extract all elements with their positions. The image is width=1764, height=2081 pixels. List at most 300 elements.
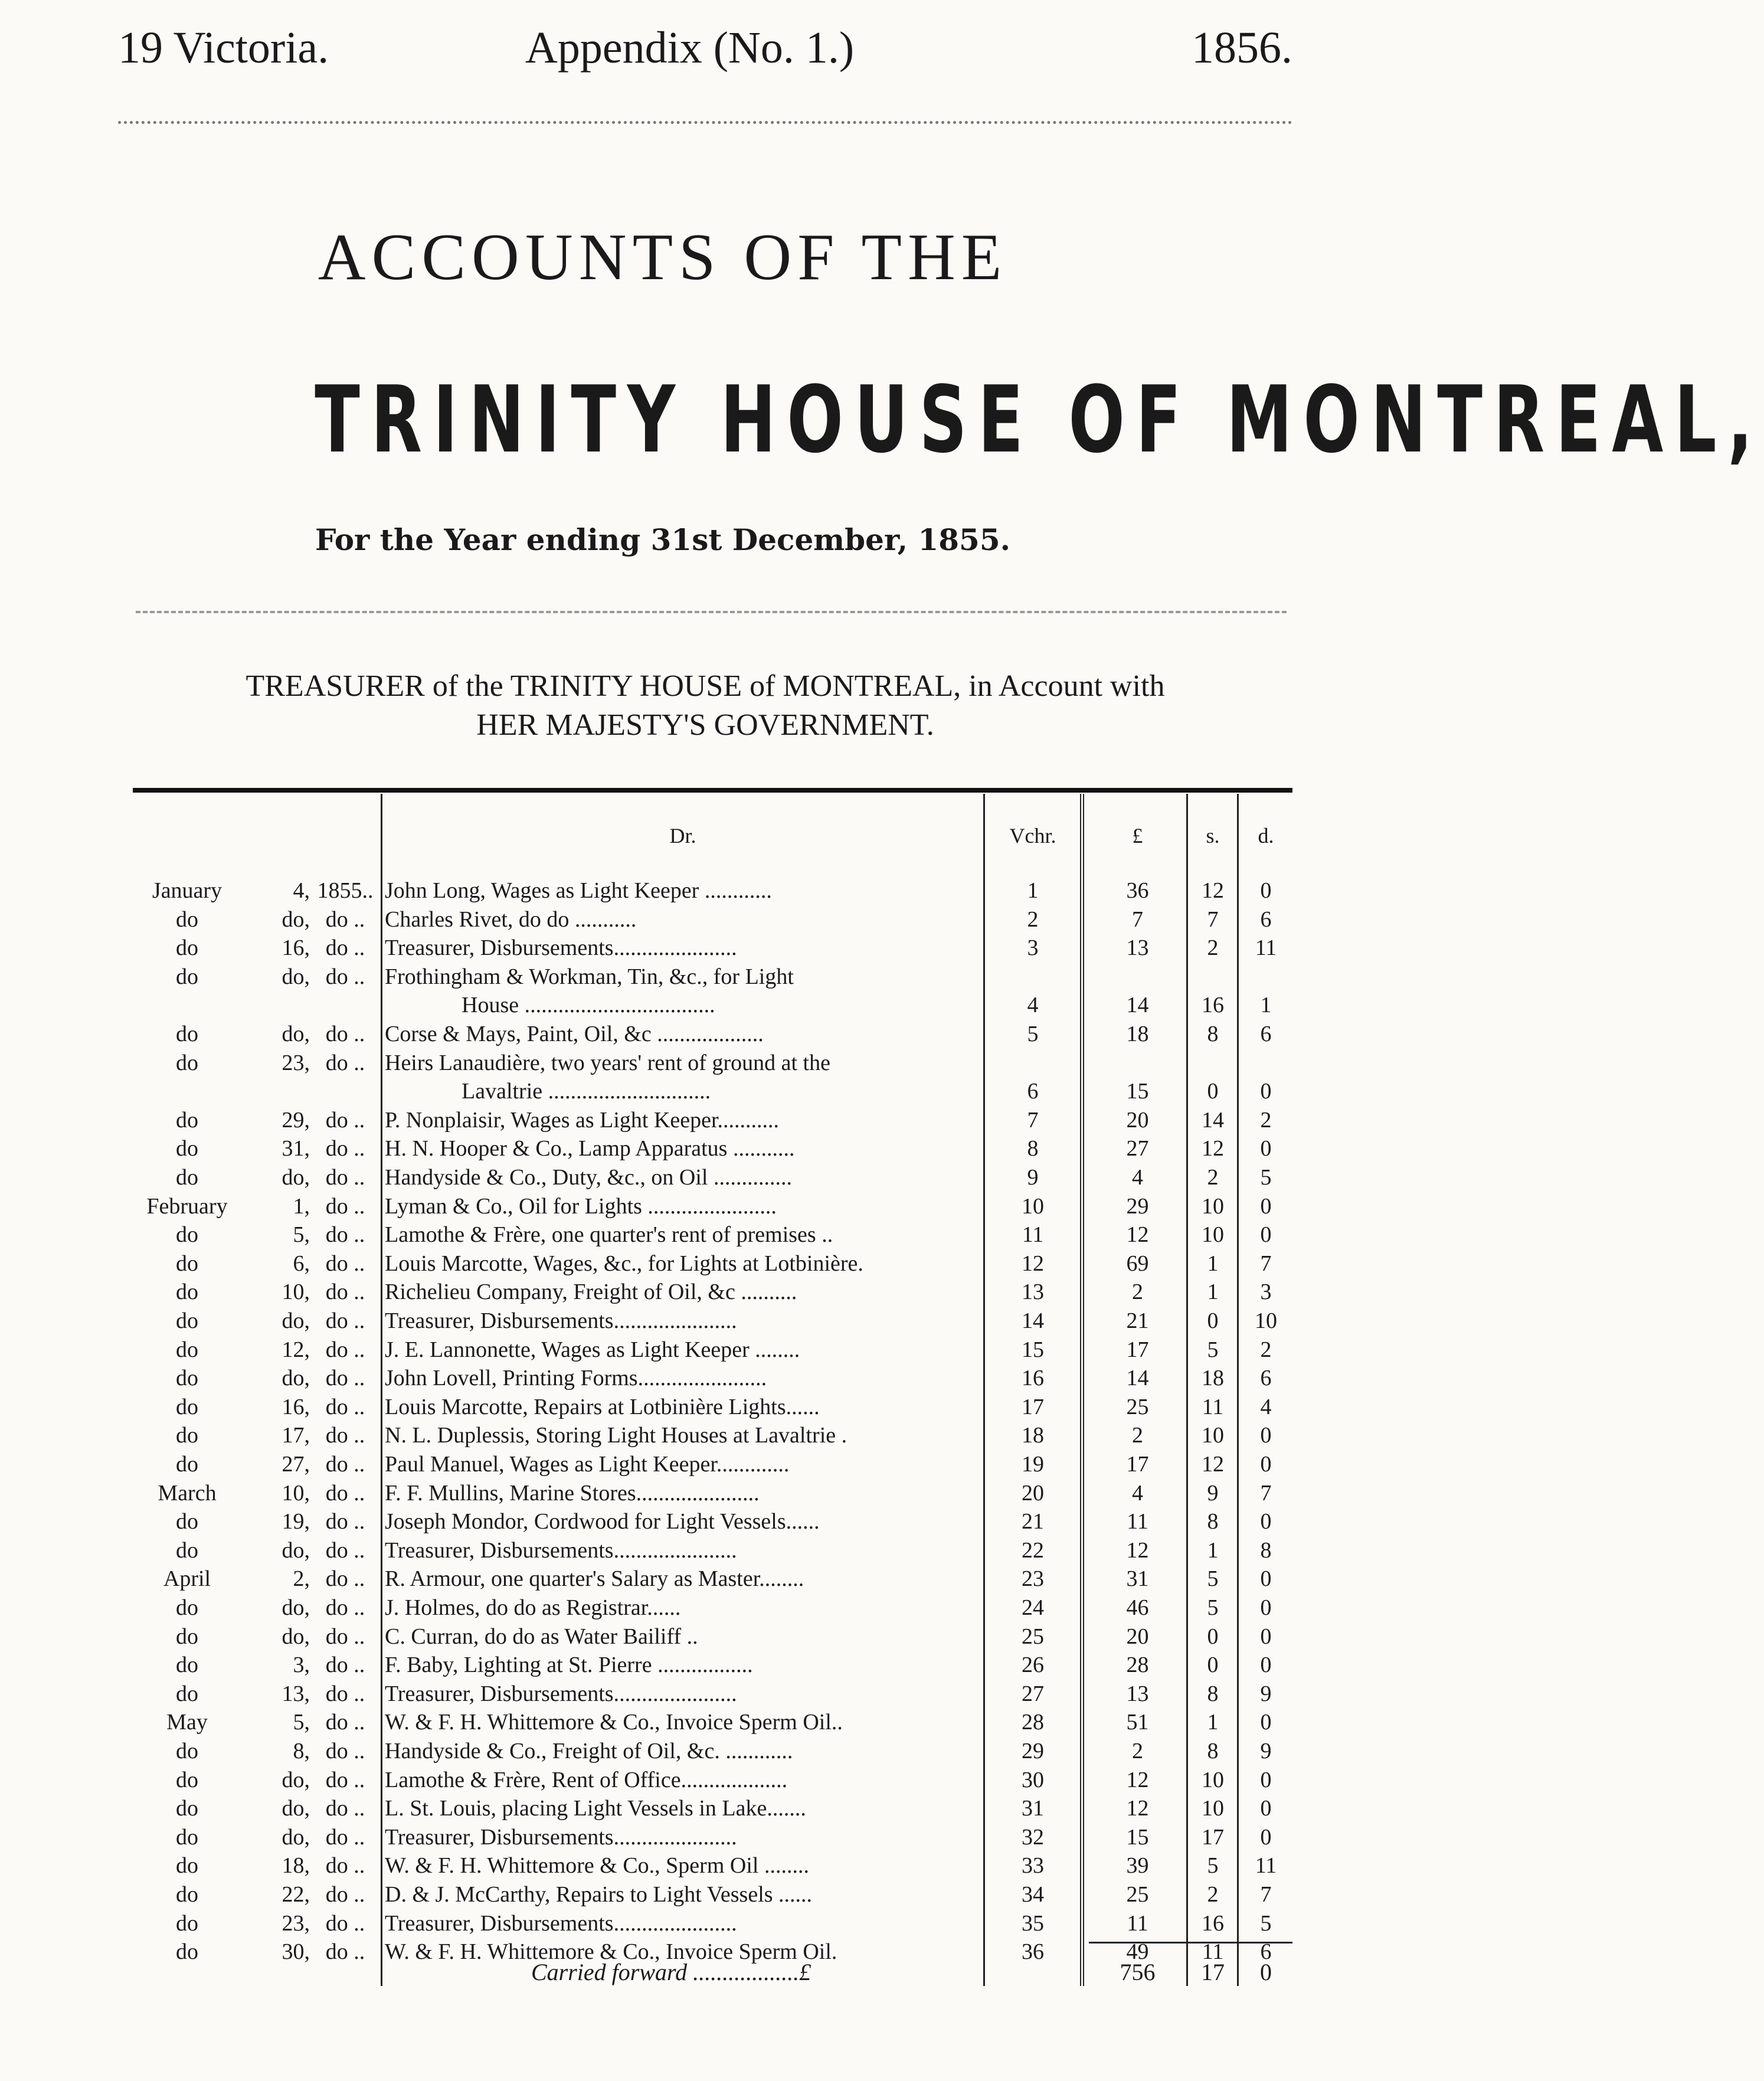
- entry-shillings: 1: [1207, 1537, 1219, 1563]
- ledger-row: [0, 1021, 1326, 1049]
- entry-day: do,: [282, 1767, 310, 1792]
- entry-month: do: [176, 1452, 198, 1477]
- entry-pounds: 28: [1126, 1653, 1149, 1678]
- entry-year: do ..: [325, 1050, 365, 1075]
- entry-voucher: 33: [1022, 1853, 1044, 1879]
- entry-month: do: [176, 907, 198, 932]
- entry-description: J. E. Lannonette, Wages as Light Keeper ........: [385, 1337, 800, 1362]
- ledger-row: [0, 1709, 1326, 1738]
- entry-voucher: 28: [1022, 1710, 1044, 1735]
- entry-month: March: [158, 1480, 217, 1506]
- entry-pounds: 7: [1132, 907, 1143, 932]
- entry-description: Paul Manuel, Wages as Light Keeper.............: [385, 1452, 790, 1477]
- entry-pounds: 11: [1127, 1509, 1148, 1534]
- entry-year: do ..: [325, 1710, 365, 1735]
- entry-shillings: 14: [1202, 1107, 1224, 1133]
- entry-description: Treasurer, Disbursements......................: [385, 1910, 737, 1936]
- entry-month: do: [176, 1824, 198, 1850]
- ledger-row: [0, 1222, 1326, 1250]
- header-year: 1856.: [1192, 23, 1292, 73]
- entry-month: do: [176, 1739, 198, 1763]
- entry-pounds: 17: [1126, 1452, 1149, 1477]
- entry-month: April: [163, 1566, 211, 1592]
- entry-shillings: 5: [1207, 1337, 1219, 1362]
- entry-pounds: 13: [1126, 1681, 1149, 1706]
- entry-pence: 7: [1260, 1480, 1272, 1506]
- entry-month: do: [176, 1165, 198, 1190]
- entry-pounds: 21: [1126, 1308, 1149, 1333]
- column-header-shillings: s.: [1206, 824, 1220, 848]
- entry-day: do,: [282, 1595, 310, 1620]
- entry-pence: 3: [1260, 1280, 1272, 1305]
- entry-day: 10,: [282, 1280, 310, 1305]
- entry-day: do,: [282, 1308, 310, 1333]
- entry-voucher: 14: [1022, 1308, 1044, 1333]
- title-year-ending: For the Year ending 31st December, 1855.: [315, 522, 1011, 557]
- entry-year: do ..: [325, 1796, 365, 1821]
- entry-month: do: [176, 1050, 198, 1075]
- entry-pence: 2: [1260, 1337, 1272, 1362]
- entry-shillings: 1: [1207, 1710, 1219, 1735]
- entry-pence: 0: [1260, 1136, 1272, 1161]
- entry-day: do,: [282, 1624, 310, 1649]
- entry-month: do: [176, 1796, 198, 1821]
- entry-pounds: 17: [1126, 1337, 1149, 1362]
- entry-day: do,: [282, 1824, 310, 1850]
- table-top-rule: [133, 788, 1292, 793]
- entry-description: Treasurer, Disbursements......................: [385, 935, 737, 961]
- entry-voucher: 15: [1022, 1337, 1044, 1362]
- entry-pence: 0: [1260, 1653, 1272, 1678]
- entry-month: do: [176, 1394, 198, 1419]
- entry-voucher: 23: [1022, 1566, 1044, 1592]
- entry-pounds: 11: [1127, 1910, 1148, 1936]
- entry-month: May: [166, 1710, 208, 1735]
- totals-rule: [1089, 1942, 1292, 1943]
- entry-pence: 0: [1260, 1452, 1272, 1477]
- ledger-row: [0, 1595, 1326, 1623]
- ledger-row: [0, 1882, 1326, 1910]
- entry-year: do ..: [325, 1681, 365, 1706]
- entry-pence: 6: [1260, 907, 1272, 932]
- entry-month: do: [176, 1423, 198, 1448]
- entry-pounds: 2: [1132, 1739, 1143, 1763]
- entry-month: do: [176, 1280, 198, 1305]
- entry-description: Corse & Mays, Paint, Oil, &c ...................: [385, 1022, 764, 1046]
- account-heading: [118, 667, 1292, 745]
- entry-month: do: [176, 1595, 198, 1620]
- entry-description: John Lovell, Printing Forms.......................: [385, 1366, 767, 1391]
- entry-month: do: [176, 1308, 198, 1333]
- ledger-row: [0, 1624, 1326, 1652]
- entry-pence: 0: [1260, 1509, 1272, 1534]
- entry-year: do ..: [325, 1910, 365, 1936]
- entry-voucher: 25: [1022, 1624, 1044, 1649]
- entry-description: Heirs Lanaudière, two years' rent of ground at the: [385, 1050, 830, 1075]
- entry-day: 31,: [282, 1136, 310, 1161]
- entry-shillings: 0: [1207, 1079, 1219, 1104]
- entry-pounds: 4: [1132, 1165, 1143, 1190]
- entry-month: do: [176, 1366, 198, 1391]
- entry-year: do ..: [325, 1308, 365, 1333]
- entry-description: Treasurer, Disbursements......................: [385, 1537, 737, 1563]
- entry-pence: 0: [1260, 1824, 1272, 1850]
- entry-pence: 4: [1260, 1394, 1272, 1419]
- entry-pounds: 12: [1126, 1796, 1149, 1821]
- entry-pence: 0: [1260, 1423, 1272, 1448]
- carried-forward-label: Carried forward ..................£: [531, 1959, 811, 1985]
- entry-description-continued: Lavaltrie .............................: [462, 1079, 711, 1104]
- entry-year: do ..: [325, 1222, 365, 1248]
- entry-description: W. & F. H. Whittemore & Co., Invoice Sperm Oil.: [385, 1939, 837, 1965]
- entry-voucher: 9: [1027, 1165, 1039, 1190]
- entry-month: do: [176, 1910, 198, 1936]
- entry-pounds: 12: [1126, 1767, 1149, 1792]
- entry-shillings: 0: [1207, 1624, 1219, 1649]
- entry-day: 12,: [282, 1337, 310, 1362]
- entry-voucher: 18: [1022, 1423, 1044, 1448]
- ledger-row: [0, 964, 1326, 992]
- entry-voucher: 22: [1022, 1537, 1044, 1563]
- ledger-row: [0, 878, 1326, 906]
- entry-day: 30,: [282, 1939, 310, 1965]
- entry-shillings: 5: [1207, 1853, 1219, 1879]
- entry-day: 29,: [282, 1107, 310, 1133]
- entry-pounds: 12: [1126, 1222, 1149, 1248]
- ledger-row: [0, 1422, 1326, 1451]
- entry-shillings: 10: [1202, 1222, 1224, 1248]
- entry-pounds: 15: [1126, 1824, 1149, 1850]
- entry-day: 13,: [282, 1681, 310, 1706]
- entry-voucher: 32: [1022, 1824, 1044, 1850]
- entry-voucher: 11: [1022, 1222, 1044, 1248]
- carried-forward-pounds: 756: [1120, 1959, 1156, 1985]
- entry-month: do: [176, 1251, 198, 1276]
- entry-year: do ..: [325, 1595, 365, 1620]
- entry-day: 8,: [293, 1739, 310, 1763]
- entry-pounds: 14: [1126, 993, 1149, 1018]
- ledger-row: [0, 1910, 1326, 1939]
- entry-month: do: [176, 1107, 198, 1133]
- entry-pence: 0: [1260, 1595, 1272, 1620]
- entry-day: 17,: [282, 1423, 310, 1448]
- entry-voucher: 4: [1027, 993, 1039, 1018]
- entry-shillings: 12: [1202, 1452, 1224, 1477]
- entry-voucher: 27: [1022, 1681, 1044, 1706]
- entry-voucher: 1: [1027, 878, 1039, 903]
- entry-shillings: 12: [1202, 1136, 1224, 1161]
- entry-pence: 1: [1260, 993, 1272, 1018]
- entry-voucher: 8: [1027, 1136, 1039, 1161]
- entry-shillings: 2: [1207, 1165, 1219, 1190]
- entry-day: 1,: [293, 1193, 310, 1219]
- entry-pounds: 49: [1126, 1939, 1149, 1965]
- entry-month: do: [176, 1337, 198, 1362]
- entry-month: do: [176, 1509, 198, 1534]
- entry-day: 23,: [282, 1910, 310, 1936]
- entry-description: N. L. Duplessis, Storing Light Houses at Lavaltrie .: [385, 1423, 847, 1448]
- entry-description: Lamothe & Frère, one quarter's rent of premises ..: [385, 1222, 833, 1248]
- entry-voucher: 2: [1027, 907, 1039, 932]
- entry-pounds: 25: [1126, 1394, 1149, 1419]
- entry-day: do,: [282, 964, 310, 989]
- entry-day: do,: [282, 1022, 310, 1046]
- entry-pounds: 39: [1126, 1853, 1149, 1879]
- entry-month: do: [176, 1022, 198, 1046]
- entry-shillings: 7: [1207, 907, 1219, 932]
- entry-description: Louis Marcotte, Repairs at Lotbinière Lights......: [385, 1394, 820, 1419]
- ledger-row: [0, 1050, 1326, 1078]
- entry-pounds: 4: [1132, 1480, 1143, 1506]
- entry-voucher: 24: [1022, 1595, 1044, 1620]
- entry-voucher: 6: [1027, 1079, 1039, 1104]
- ledger-row: [0, 1136, 1326, 1164]
- ledger-row: [0, 1853, 1326, 1881]
- entry-day: 2,: [293, 1566, 310, 1592]
- entry-description: John Long, Wages as Light Keeper ............: [385, 878, 772, 903]
- entry-shillings: 8: [1207, 1681, 1219, 1706]
- entry-shillings: 17: [1202, 1824, 1224, 1850]
- entry-year: do ..: [325, 1366, 365, 1391]
- entry-day: 19,: [282, 1509, 310, 1534]
- entry-month: do: [176, 1767, 198, 1792]
- entry-pence: 0: [1260, 1079, 1272, 1104]
- ledger-row: [0, 1537, 1326, 1566]
- entry-year: do ..: [325, 1337, 365, 1362]
- entry-day: do,: [282, 907, 310, 932]
- entry-pounds: 31: [1126, 1566, 1149, 1592]
- entry-voucher: 29: [1022, 1739, 1044, 1763]
- entry-description: Handyside & Co., Duty, &c., on Oil ..............: [385, 1165, 792, 1190]
- entry-month: January: [152, 878, 222, 903]
- title-trinity-house: TRINITY HOUSE OF MONTREAL,: [315, 366, 1764, 473]
- entry-year: 1855..: [317, 878, 374, 903]
- entry-pounds: 14: [1126, 1366, 1149, 1391]
- entry-year: do ..: [325, 1566, 365, 1592]
- ledger-row: [0, 1394, 1326, 1422]
- entry-pence: 6: [1260, 1939, 1272, 1965]
- entry-voucher: 20: [1022, 1480, 1044, 1506]
- entry-pounds: 51: [1126, 1710, 1149, 1735]
- entry-day: 16,: [282, 1394, 310, 1419]
- entry-pence: 0: [1260, 1767, 1272, 1792]
- ledger-row: [0, 1337, 1326, 1365]
- entry-voucher: 19: [1022, 1452, 1044, 1477]
- entry-day: 16,: [282, 935, 310, 961]
- entry-year: do ..: [325, 1193, 365, 1219]
- ledger-row-continuation: [0, 992, 1326, 1020]
- entry-day: 18,: [282, 1853, 310, 1879]
- entry-shillings: 1: [1207, 1251, 1219, 1276]
- entry-description: Louis Marcotte, Wages, &c., for Lights at Lotbinière.: [385, 1251, 863, 1276]
- entry-year: do ..: [325, 1939, 365, 1965]
- entry-pounds: 36: [1126, 878, 1149, 903]
- decorative-rule: [136, 611, 1287, 613]
- entry-year: do ..: [325, 1022, 365, 1046]
- entry-voucher: 13: [1022, 1280, 1044, 1305]
- account-heading-line1: TREASURER of the TRINITY HOUSE of MONTREAL, in Account with: [246, 669, 1165, 703]
- entry-year: do ..: [325, 1739, 365, 1763]
- ledger-row: [0, 1681, 1326, 1709]
- entry-year: do ..: [325, 1251, 365, 1276]
- entry-voucher: 10: [1022, 1193, 1044, 1219]
- entry-year: do ..: [325, 1509, 365, 1534]
- column-header-pounds: £: [1132, 824, 1143, 848]
- entry-voucher: 17: [1022, 1394, 1044, 1419]
- entry-voucher: 35: [1022, 1910, 1044, 1936]
- entry-description: C. Curran, do do as Water Bailiff ..: [385, 1624, 698, 1649]
- column-header-pence: d.: [1258, 824, 1274, 848]
- entry-year: do ..: [325, 1767, 365, 1792]
- entry-year: do ..: [325, 1653, 365, 1678]
- entry-description: L. St. Louis, placing Light Vessels in Lake.......: [385, 1796, 806, 1821]
- entry-description: J. Holmes, do do as Registrar......: [385, 1595, 681, 1620]
- carried-forward-pence: 0: [1260, 1959, 1272, 1985]
- ledger-row: [0, 1193, 1326, 1222]
- entry-year: do ..: [325, 1824, 365, 1850]
- entry-year: do ..: [325, 1480, 365, 1506]
- column-header-vchr: Vchr.: [1009, 824, 1056, 848]
- ledger-row: [0, 1795, 1326, 1824]
- entry-voucher: 5: [1027, 1022, 1039, 1046]
- entry-pounds: 2: [1132, 1280, 1143, 1305]
- entry-year: do ..: [325, 1537, 365, 1563]
- entry-month: do: [176, 1624, 198, 1649]
- entry-shillings: 5: [1207, 1566, 1219, 1592]
- entry-voucher: 16: [1022, 1366, 1044, 1391]
- header-session: 19 Victoria.: [118, 23, 329, 73]
- entry-year: do ..: [325, 1882, 365, 1907]
- entry-day: do,: [282, 1165, 310, 1190]
- entry-pence: 7: [1260, 1251, 1272, 1276]
- entry-pence: 0: [1260, 1624, 1272, 1649]
- entry-shillings: 10: [1202, 1767, 1224, 1792]
- entry-pence: 0: [1260, 878, 1272, 903]
- entry-pence: 0: [1260, 1710, 1272, 1735]
- entry-pence: 0: [1260, 1566, 1272, 1592]
- ledger-row: [0, 1824, 1326, 1853]
- entry-shillings: 1: [1207, 1280, 1219, 1305]
- ledger-row: [0, 1738, 1326, 1766]
- entry-pounds: 20: [1126, 1624, 1149, 1649]
- entry-voucher: 36: [1022, 1939, 1044, 1965]
- ledger-row: [0, 1509, 1326, 1537]
- ledger-row: [0, 1251, 1326, 1279]
- entry-year: do ..: [325, 964, 365, 989]
- entry-shillings: 0: [1207, 1653, 1219, 1678]
- entry-day: do,: [282, 1796, 310, 1821]
- entry-description-continued: House ..................................: [462, 993, 715, 1018]
- entry-pence: 5: [1260, 1165, 1272, 1190]
- entry-voucher: 21: [1022, 1509, 1044, 1534]
- entry-shillings: 11: [1202, 1394, 1224, 1419]
- entry-year: do ..: [325, 907, 365, 932]
- entry-pounds: 29: [1126, 1193, 1149, 1219]
- entry-month: do: [176, 1653, 198, 1678]
- entry-shillings: 12: [1202, 878, 1224, 903]
- entry-voucher: 26: [1022, 1653, 1044, 1678]
- entry-day: 5,: [293, 1710, 310, 1735]
- entry-shillings: 2: [1207, 1882, 1219, 1907]
- entry-description: R. Armour, one quarter's Salary as Master........: [385, 1566, 804, 1592]
- ledger-row: [0, 907, 1326, 935]
- entry-day: 10,: [282, 1480, 310, 1506]
- entry-day: do,: [282, 1537, 310, 1563]
- ledger-row: [0, 1164, 1326, 1193]
- entry-year: do ..: [325, 1136, 365, 1161]
- entry-pence: 0: [1260, 1222, 1272, 1248]
- entry-year: do ..: [325, 1452, 365, 1477]
- entry-description: Frothingham & Workman, Tin, &c., for Light: [385, 964, 794, 989]
- entry-shillings: 10: [1202, 1796, 1224, 1821]
- entry-voucher: 7: [1027, 1107, 1039, 1133]
- entry-year: do ..: [325, 1107, 365, 1133]
- entry-day: 6,: [293, 1251, 310, 1276]
- entry-voucher: 30: [1022, 1767, 1044, 1792]
- entry-description: F. Baby, Lighting at St. Pierre .................: [385, 1653, 753, 1678]
- entry-shillings: 11: [1202, 1939, 1224, 1965]
- entry-pounds: 20: [1126, 1107, 1149, 1133]
- entry-month: do: [176, 1136, 198, 1161]
- entry-shillings: 16: [1202, 1910, 1224, 1936]
- entry-shillings: 10: [1202, 1193, 1224, 1219]
- entry-day: 22,: [282, 1882, 310, 1907]
- entry-pence: 7: [1260, 1882, 1272, 1907]
- entry-description: Joseph Mondor, Cordwood for Light Vessels......: [385, 1509, 820, 1534]
- entry-pence: 10: [1255, 1308, 1277, 1333]
- entry-year: do ..: [325, 1853, 365, 1879]
- entry-pounds: 25: [1126, 1882, 1149, 1907]
- entry-description: Treasurer, Disbursements......................: [385, 1681, 737, 1706]
- entry-pounds: 27: [1126, 1136, 1149, 1161]
- entry-year: do ..: [325, 1423, 365, 1448]
- entry-shillings: 18: [1202, 1366, 1224, 1391]
- ledger-row: [0, 1652, 1326, 1680]
- entry-pounds: 15: [1126, 1079, 1149, 1104]
- entry-day: do,: [282, 1366, 310, 1391]
- entry-pence: 0: [1260, 1796, 1272, 1821]
- entry-shillings: 8: [1207, 1509, 1219, 1534]
- entry-voucher: 12: [1022, 1251, 1044, 1276]
- entry-month: do: [176, 1939, 198, 1965]
- entry-day: 3,: [293, 1653, 310, 1678]
- entry-description: Charles Rivet, do do ...........: [385, 907, 637, 932]
- entry-pounds: 18: [1126, 1022, 1149, 1046]
- entry-pence: 6: [1260, 1022, 1272, 1046]
- account-heading-line2: HER MAJESTY'S GOVERNMENT.: [476, 708, 934, 742]
- entry-description: Handyside & Co., Freight of Oil, &c. ............: [385, 1739, 793, 1763]
- entry-month: do: [176, 1882, 198, 1907]
- column-header-dr: Dr.: [669, 824, 696, 848]
- entry-shillings: 8: [1207, 1739, 1219, 1763]
- entry-month: February: [146, 1193, 228, 1219]
- ledger-row: [0, 1365, 1326, 1393]
- ledger-row: [0, 1308, 1326, 1336]
- entry-voucher: 34: [1022, 1882, 1044, 1907]
- ledger-row: [0, 1480, 1326, 1509]
- entry-day: 23,: [282, 1050, 310, 1075]
- entry-pounds: 69: [1126, 1251, 1149, 1276]
- entry-pence: 8: [1260, 1537, 1272, 1563]
- entry-day: 4,: [293, 878, 310, 903]
- header-rule: [118, 121, 1292, 124]
- entry-pence: 2: [1260, 1107, 1272, 1133]
- carried-forward-row: [0, 1958, 1326, 1988]
- entry-month: do: [176, 1681, 198, 1706]
- entry-shillings: 8: [1207, 1022, 1219, 1046]
- ledger-row: [0, 1767, 1326, 1795]
- entry-pence: 0: [1260, 1193, 1272, 1219]
